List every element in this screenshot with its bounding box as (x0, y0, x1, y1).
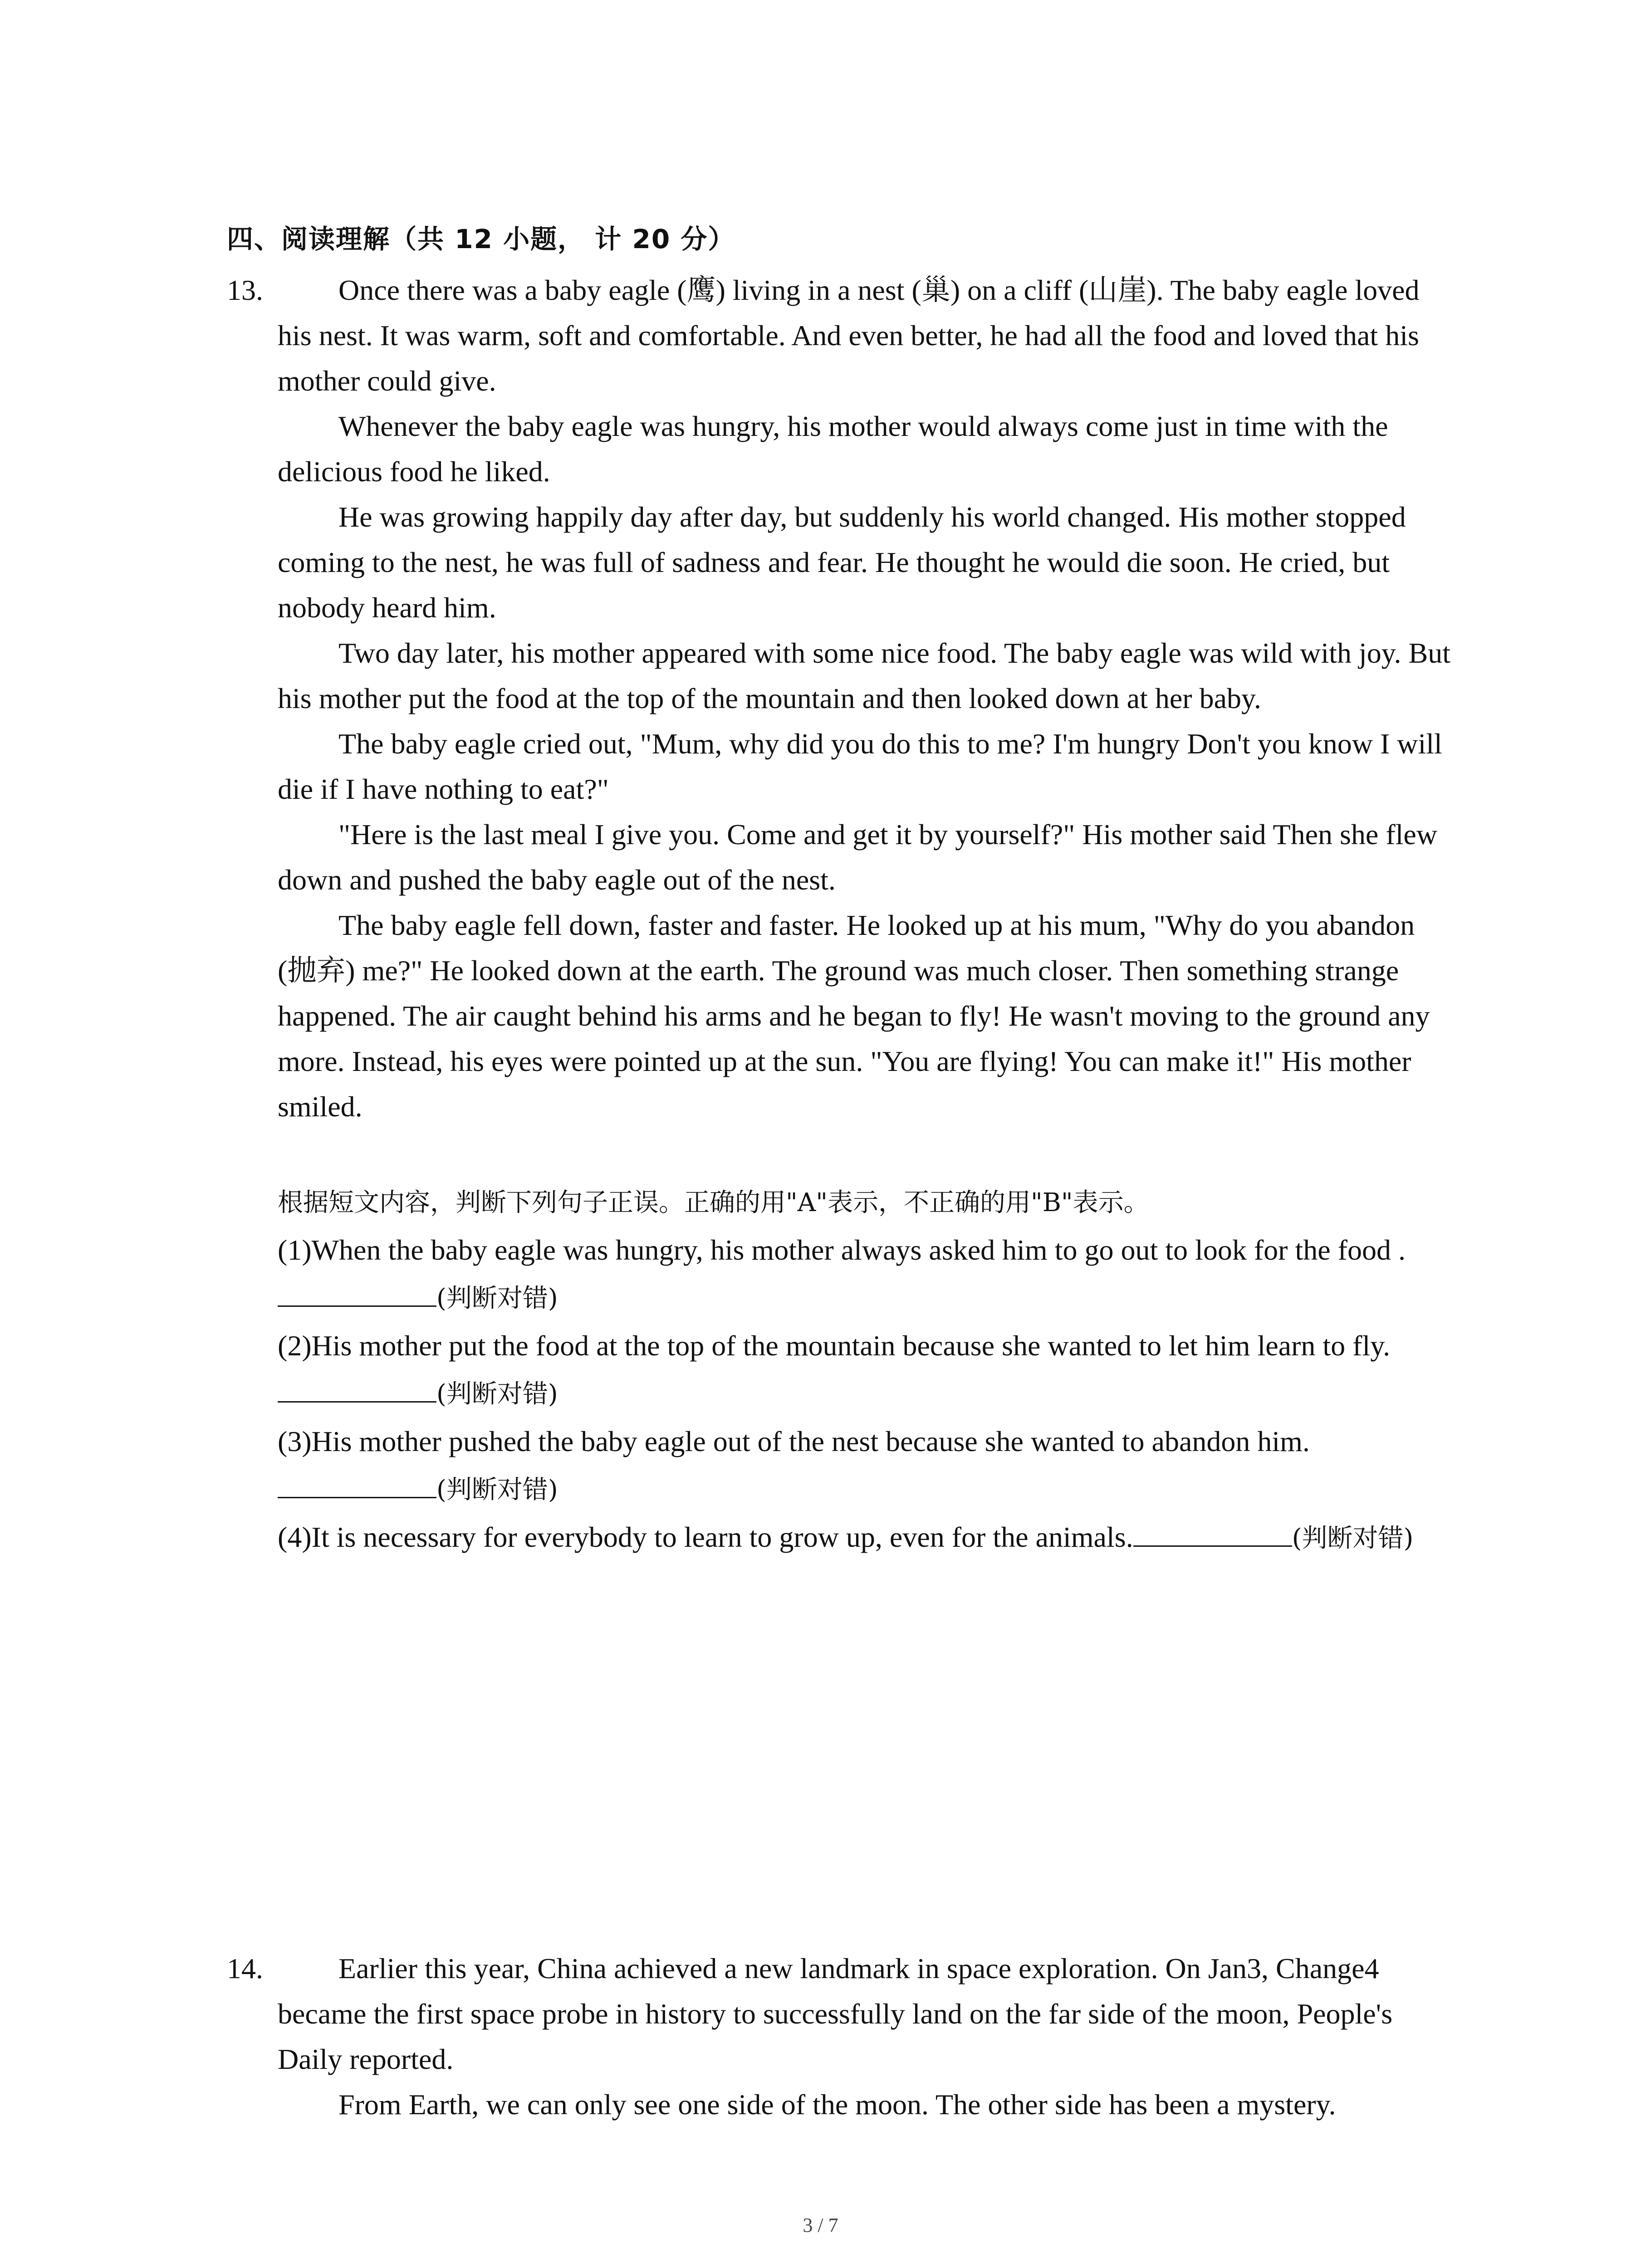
task-instruction: 根据短文内容，判断下列句子正误。正确的用"A"表示，不正确的用"B"表示。 (278, 1188, 1149, 1217)
passage-paragraph: Two day later, his mother appeared with some nice food. The baby eagle was wild with joy. But his mother put the food at the top of the mountain and then looked down at her baby. (278, 637, 1450, 714)
passage-paragraph: Once there was a baby eagle (鹰) living in a nest (巢) on a cliff (山崖). The baby eagle loved his nest. It was warm, soft and comfortable. And even better, he had all the food and loved that his mother could give. (278, 274, 1420, 397)
true-false-item-1 (278, 1227, 1457, 1322)
passage-paragraph: He was growing happily day after day, but suddenly his world changed. His mother stopped coming to the nest, he was full of sadness and fear. He thought he would die soon. He cried, but nobody heard him. (278, 501, 1406, 624)
passage-paragraph: "Here is the last meal I give you. Come and get it by yourself?" His mother said Then she flew down and pushed the baby eagle out of the nest. (278, 818, 1438, 896)
true-false-item-2 (278, 1322, 1457, 1418)
item-hint: (判断对错) (436, 1379, 558, 1409)
passage-paragraph: From Earth, we can only see one side of the moon. The other side has been a mystery. (338, 2088, 1336, 2121)
item-hint: (判断对错) (1292, 1524, 1414, 1553)
question-13-number: 13. (227, 274, 263, 306)
item-text: (2)His mother put the food at the top of the mountain because she wanted to let him learn to fly. (278, 1330, 1391, 1362)
answer-blank-4[interactable] (1133, 1515, 1292, 1547)
passage-paragraph: The baby eagle fell down, faster and faster. He looked up at his mum, "Why do you abandon (抛弃) me?" He looked down at the earth. The ground was much closer. Then something strange happened. The air caught behind his arms and he began to fly! He wasn't moving to the ground any more. Instead, his eyes were pointed up at the sun. "You are flying! You can make it!" His mother smiled. (278, 909, 1430, 1123)
true-false-item-3 (278, 1418, 1457, 1514)
question-13-tasks (278, 1179, 1457, 1562)
question-13-passage (278, 268, 1457, 1129)
item-text: (4)It is necessary for everybody to learn to grow up, even for the animals. (278, 1521, 1133, 1553)
passage-paragraph: Whenever the baby eagle was hungry, his mother would always come just in time with the delicious food he liked. (278, 410, 1388, 488)
question-14-passage (278, 1946, 1457, 2127)
answer-blank-1[interactable] (278, 1276, 436, 1307)
answer-blank-2[interactable] (278, 1371, 436, 1403)
page-number: 3 / 7 (803, 2214, 838, 2236)
item-hint: (判断对错) (436, 1475, 558, 1505)
passage-paragraph: Earlier this year, China achieved a new landmark in space exploration. On Jan3, Change4 became the first space probe in history to successfully land on the far side of the moon, People's Daily reported. (278, 1952, 1393, 2075)
item-text: (3)His mother pushed the baby eagle out of the nest because she wanted to abandon him. (278, 1425, 1310, 1457)
passage-paragraph: The baby eagle cried out, "Mum, why did you do this to me? I'm hungry Don't you know I will die if I have nothing to eat?" (278, 728, 1442, 805)
item-text: (1)When the baby eagle was hungry, his mother always asked him to go out to look for the food . (278, 1234, 1406, 1266)
item-hint: (判断对错) (436, 1284, 558, 1313)
answer-blank-3[interactable] (278, 1467, 436, 1498)
true-false-item-4 (278, 1514, 1457, 1562)
section-title: 四、阅读理解（共 12 小题， 计 20 分） (227, 224, 735, 254)
question-14-number: 14. (227, 1952, 263, 1984)
